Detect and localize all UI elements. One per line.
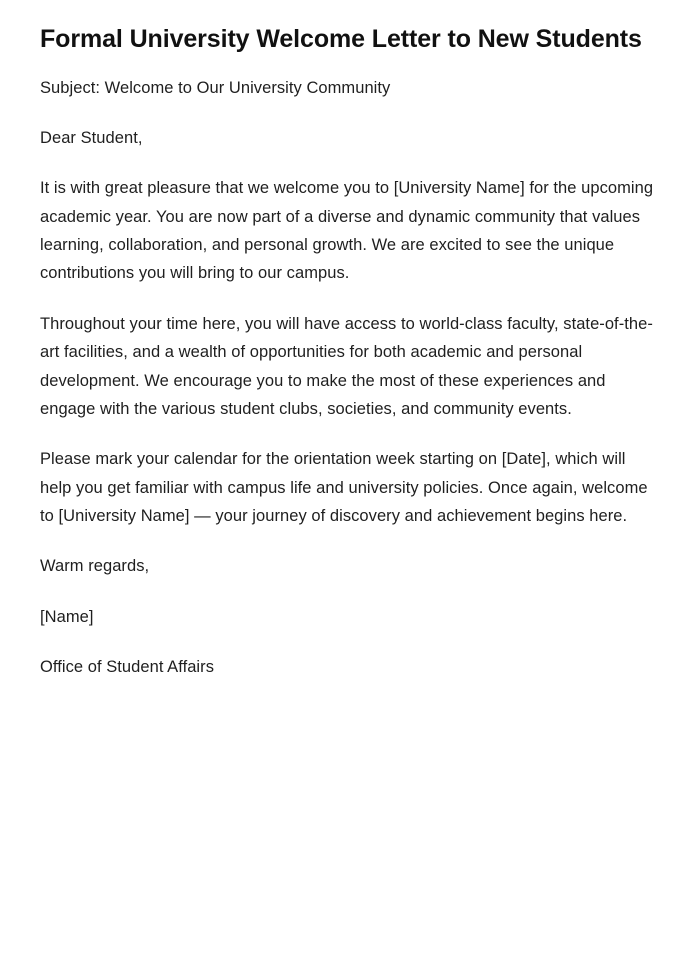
letter-salutation: Dear Student,	[40, 128, 143, 147]
letter-body-paragraph-1: It is with great pleasure that we welcome you to [University Name] for the upcoming academic year. You are now part of a diverse and dynamic community that values learning, collaboration, and personal growth. We are excited to see the unique contributions you will bring to our campus.	[40, 179, 654, 283]
letter-subject-line: Subject: Welcome to Our University Community	[40, 78, 391, 97]
letter-signature-name: [Name]	[40, 607, 94, 626]
page-title: Formal University Welcome Letter to New Students	[40, 25, 642, 53]
letter-body-paragraph-2: Throughout your time here, you will have access to world-class faculty, state-of-the-art facilities, and a wealth of opportunities for both academic and personal development. We encourage you to make the most of these experiences and engage with the various student clubs, societies, and community events.	[40, 314, 653, 418]
letter-signature-office: Office of Student Affairs	[40, 658, 214, 677]
letter-closing: Warm regards,	[40, 557, 150, 576]
letter-body-paragraph-3: Please mark your calendar for the orientation week starting on [Date], which will help you get familiar with campus life and university policies. Once again, welcome to [University Name] — your journey of discovery and achievement begins here.	[40, 450, 648, 525]
